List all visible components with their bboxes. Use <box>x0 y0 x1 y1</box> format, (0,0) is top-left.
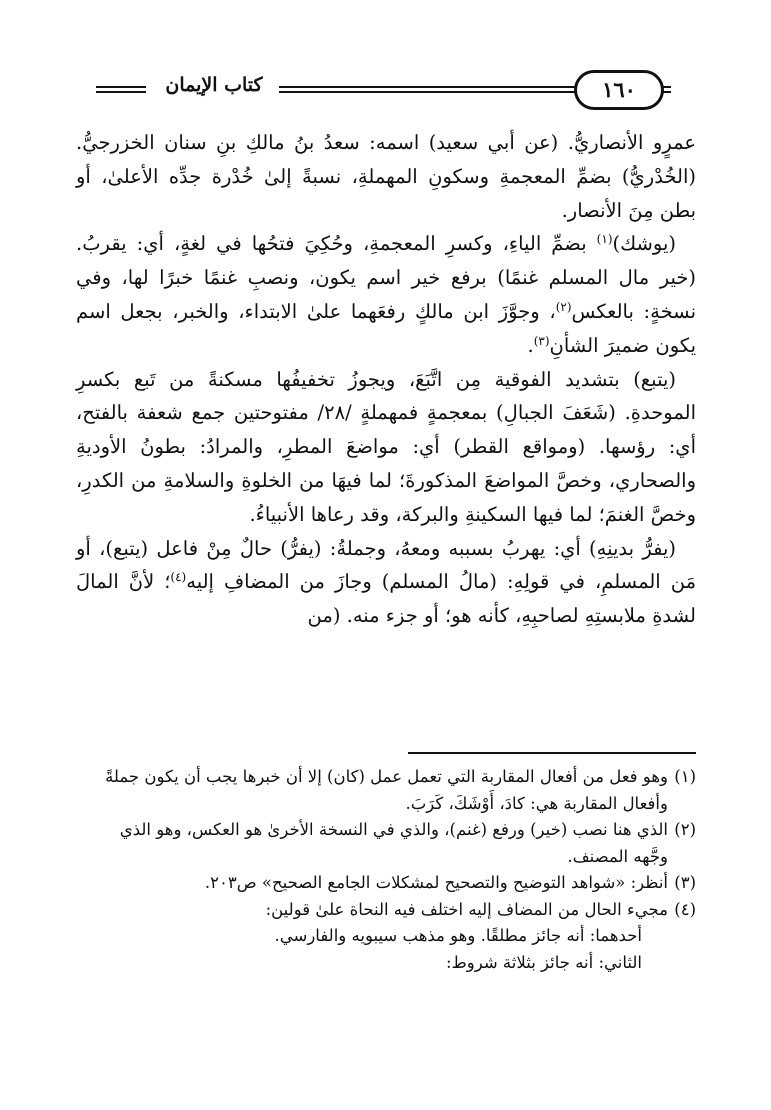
footnote-4-subitem-1: أحدهما: أنه جائز مطلقًا. وهو مذهب سيبويه والفارسي. <box>274 926 642 945</box>
paragraph-2-part-a: (يوشك) <box>612 232 676 256</box>
paragraph-2-part-c: ، وجوَّزَ ابن مالكٍ رفعَهما علىٰ الابتداء، والخبر، بجعل اسم يكون ضميرَ الشأنِ <box>76 299 696 357</box>
footnote-ref-3[interactable]: (٣) <box>533 333 550 348</box>
main-text <box>76 126 696 633</box>
footnote-4-subitem-2: الثاني: أنه جائز بثلاثة شروط: <box>445 952 642 972</box>
footnote-ref-2[interactable]: (٢) <box>555 299 572 314</box>
paragraph-3: (يتبع) بتشديد الفوقية مِن اتَّبَعَ، ويجوزُ تخفيفُها مسكنةً من تَبع بكسرِ الموحدةِ. (شَعَفَ الجبالِ) بمعجمةٍ فمهملةٍ /٢٨/ مفتوحتين جمع شعفة بالفتح، أي: رؤسها. (ومواقع القطر) أي: مواضعَ المطرِ، والمرادُ: بطونُ الأوديةِ والصحاري، وخصَّ المواضعَ المذكورةَ؛ لما فيهَا من الخلوةِ والسلامةِ من الكدرِ، وخصَّ الغنمَ؛ لما فيها السكينةِ والبركة، وقد رعاها الأنبياءُ. <box>76 367 696 526</box>
paragraph-4-part-a: (يفرُّ بدينِهِ) أي: يهربُ بسببه ومعهُ، وجملةُ: (يفرُّ) حالٌ مِنْ فاعل (يتبع)، أو مَن المسلمِ، في قولِهِ: (مالُ المسلم) وجازَ من المضافِ إليه <box>76 536 697 594</box>
footnote-text: مجيء الحال من المضاف إليه اختلف فيه النحاة علىٰ قولين: <box>265 899 668 919</box>
footnote-number: (١) <box>674 767 696 786</box>
footnote-text: أنظر: «شواهد التوضيح والتصحيح لمشكلات الجامع الصحيح» ص٢٠٣. <box>204 873 668 892</box>
footnotes <box>90 764 696 976</box>
paragraph-4 <box>76 532 696 633</box>
footnote-text: وهو فعل من أفعال المقاربة التي تعمل عمل (كان) إلا أن خبرها يجب أن يكون جملةً وأفعال المقاربة هي: كادَ، أَوْشَكَ، كَرَبَ. <box>105 767 668 813</box>
footnote-number: (٣) <box>674 873 696 892</box>
paragraph-2 <box>76 227 696 362</box>
page-number: ١٦٠ <box>574 70 664 110</box>
footnote-ref-1[interactable]: (١) <box>596 232 613 247</box>
running-title: كتاب الإيمان <box>165 74 263 96</box>
footnote-number: (٢) <box>674 820 696 839</box>
footnote-3 <box>90 870 696 897</box>
footnote-2 <box>90 817 696 870</box>
footnote-number: (٤) <box>674 899 696 919</box>
paragraph-2-part-b: بضمِّ الياءِ، وكسرِ المعجمةِ، وحُكِيَ فتحُها في لغةٍ، أي: يقربُ. (خير مال المسلم غنمًا) برفع خير اسم يكون، ونصبِ غنمًا خبرًا لها، وفي نسخةٍ: بالعكس <box>76 232 696 323</box>
footnote-1 <box>90 764 696 817</box>
footnote-4 <box>90 897 696 924</box>
footnote-ref-4[interactable]: (٤) <box>170 570 187 585</box>
paragraph-4-part-b: ؛ لأنَّ المالَ لشدةِ ملابستِهِ لصاحبِهِ، كأنه هو؛ أو جزء منه. (من <box>76 570 696 628</box>
paragraph-1: عمرٍو الأنصاريُّ. (عن أبي سعيد) اسمه: سعدُ بنُ مالكِ بنِ سنان الخزرجيُّ. (الخُدْريُّ) بضمِّ المعجمةِ وسكونِ المهملةِ، نسبةً إلىٰ خُدْرة جدِّه الأعلىٰ، أو بطن مِنَ الأنصار. <box>76 131 696 222</box>
paragraph-2-part-d: . <box>527 333 534 357</box>
page-header <box>96 68 671 110</box>
footnote-text: الذي هنا نصب (خير) ورفع (غنم)، والذي في النسخة الأخرىٰ هو العكس، وهو الذي وجَّهه المصنف. <box>119 820 668 866</box>
footnote-separator <box>408 752 696 754</box>
header-rule-left <box>96 86 146 93</box>
